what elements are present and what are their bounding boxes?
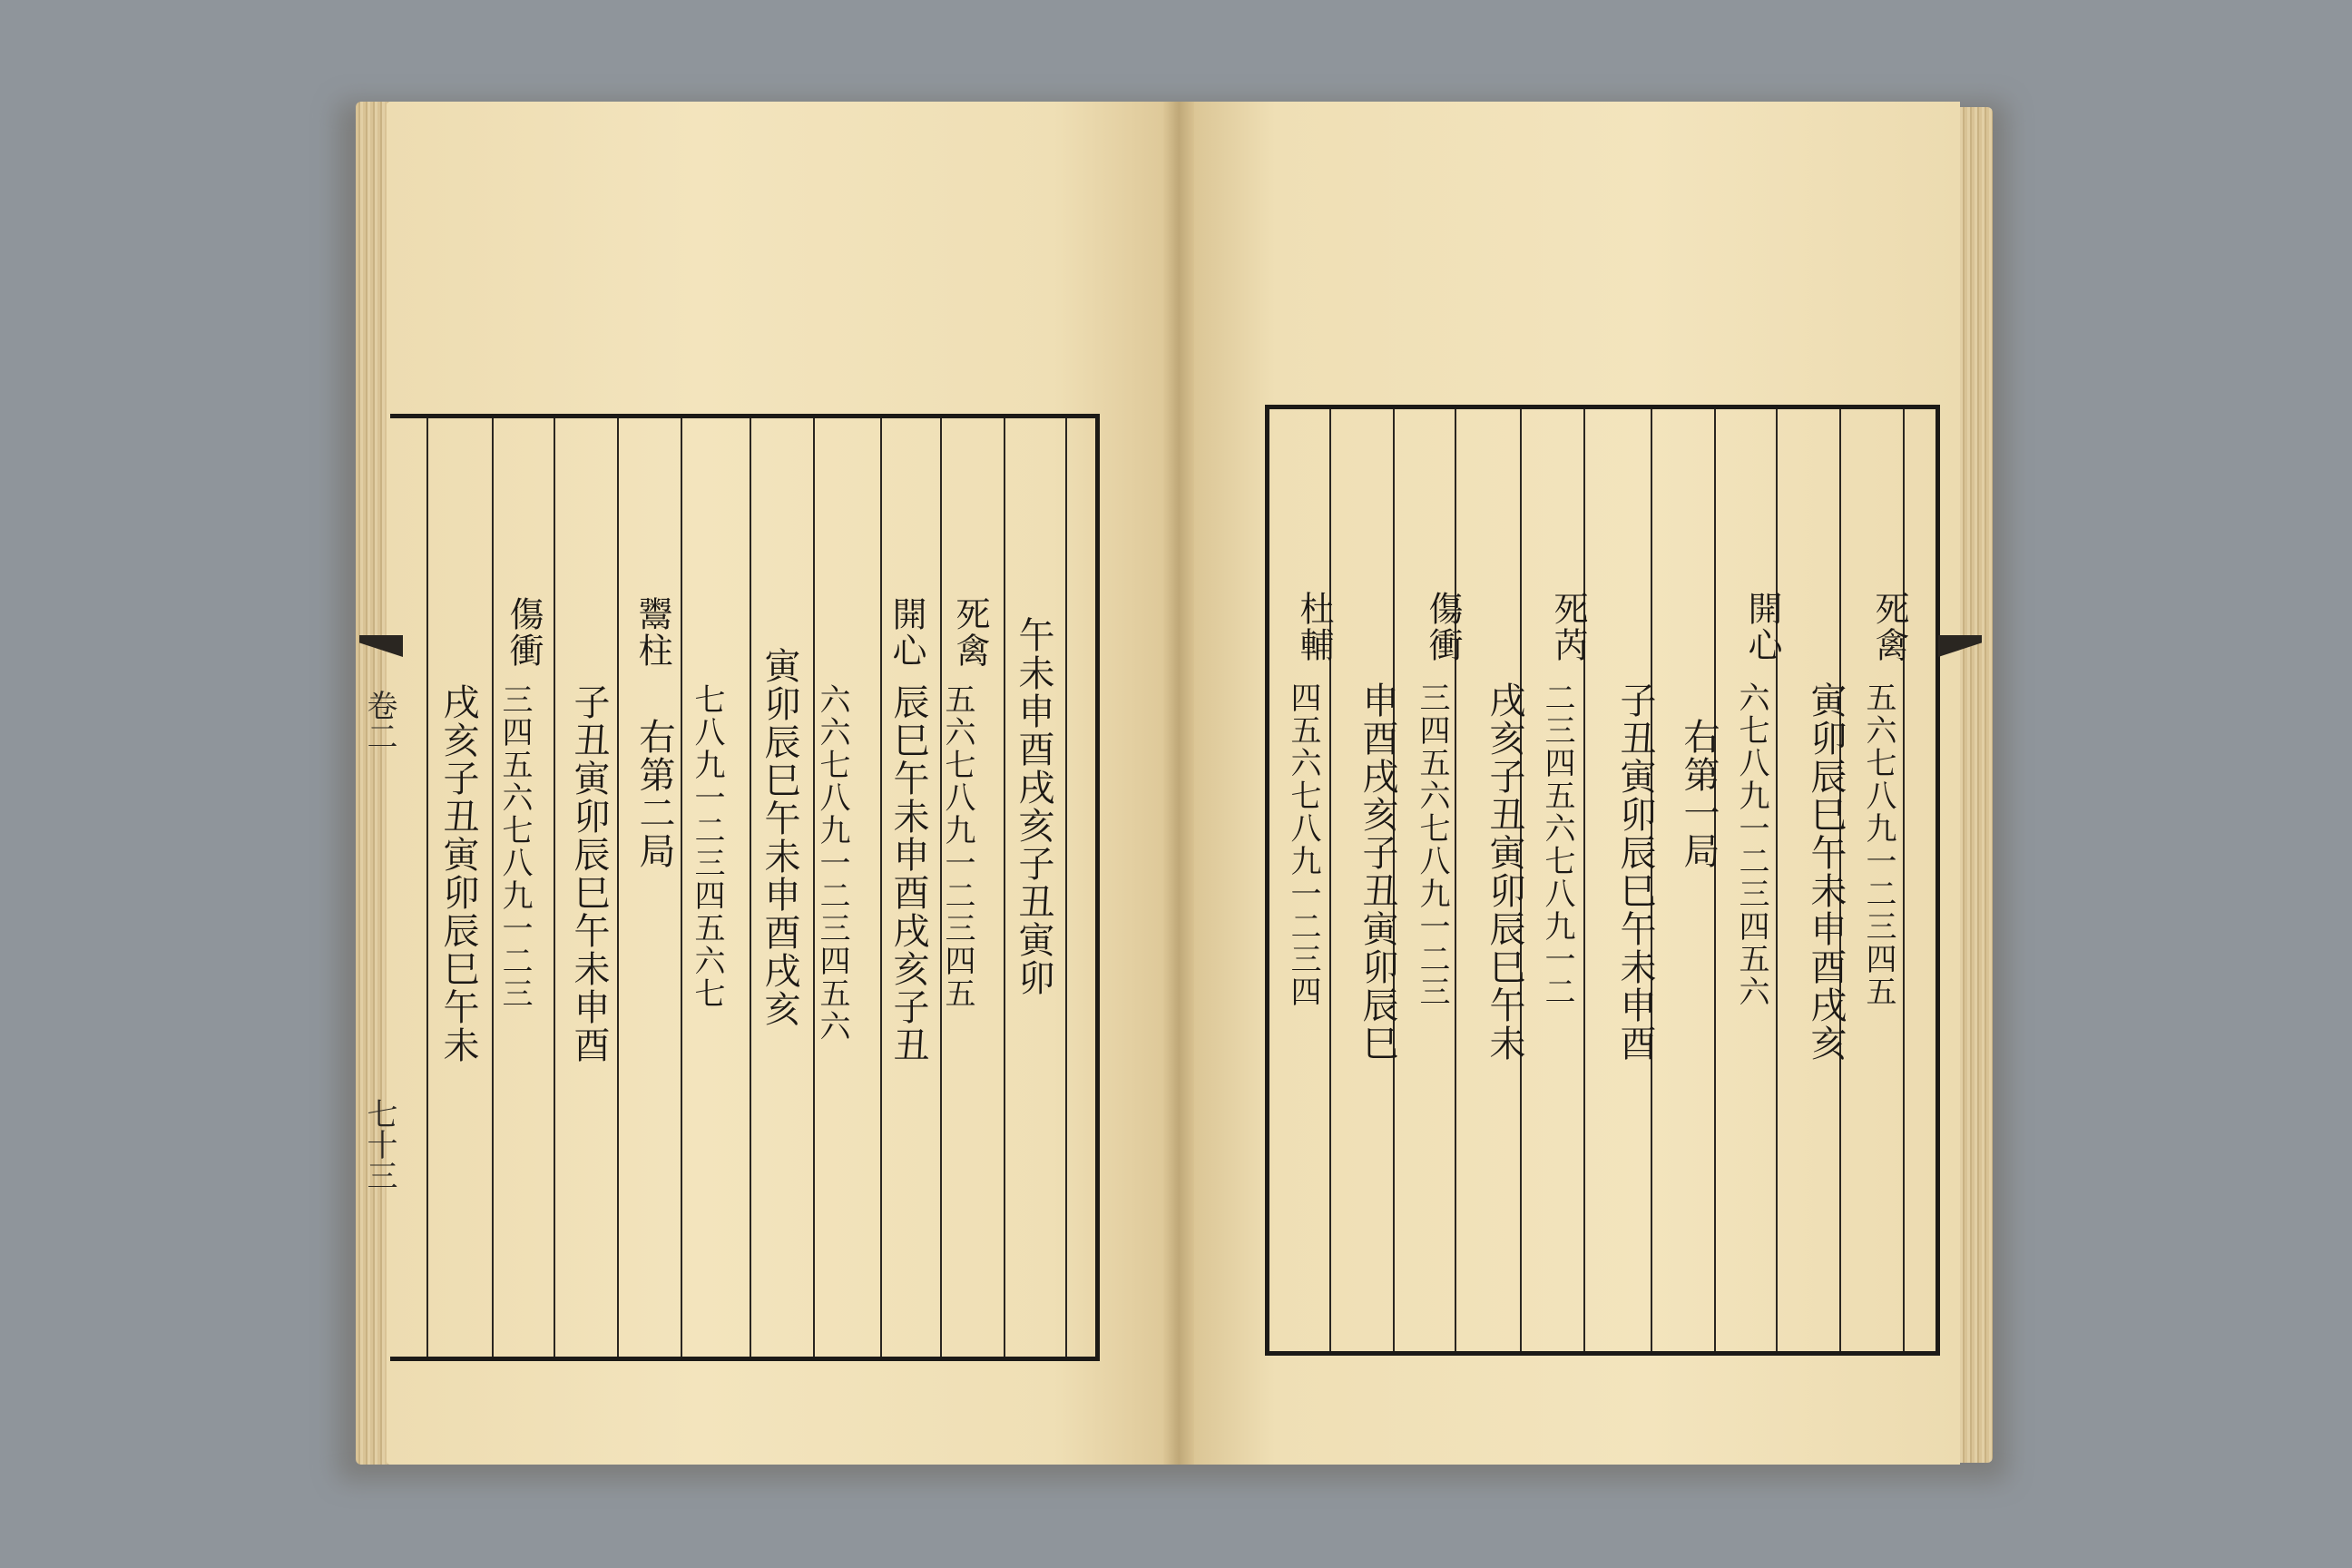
right-row-label: 開心: [1742, 591, 1782, 663]
right-row-branches: 戌亥子丑寅卯辰巳午未: [1484, 681, 1525, 1063]
right-row-label: 死芮: [1548, 591, 1588, 663]
left-row-label: 死禽: [950, 596, 990, 669]
left-header-row: 午未申酉戌亥子丑寅卯: [1013, 616, 1054, 997]
left-row-values: 三四五六七八九一二三: [496, 683, 533, 1010]
left-row-label: 鬻柱: [632, 596, 672, 669]
fold-margin-top: 卷二: [361, 690, 397, 751]
book-gutter: [1163, 102, 1194, 1465]
right-row-values: 四五六七八九一二三四: [1285, 681, 1321, 1008]
right-section-title: 右第一局: [1678, 718, 1720, 870]
left-row-branches: 戌亥子丑寅卯辰巳午未: [437, 683, 479, 1064]
right-row-branches: 子丑寅卯辰巳午未申酉: [1614, 681, 1656, 1063]
right-row-branches: 寅卯辰巳午未申酉戌亥: [1805, 681, 1847, 1063]
left-row-branches: 辰巳午未申酉戌亥子丑: [887, 683, 929, 1064]
fold-margin-bottom: 七十三: [361, 1098, 397, 1191]
right-row-values: 五六七八九一二三四五: [1860, 681, 1896, 1008]
right-row-label: 死禽: [1869, 591, 1909, 663]
right-row-label: 杜輔: [1294, 591, 1334, 663]
left-row-values: 七八九一二三四五六七: [689, 683, 725, 1010]
right-page-frame: [1265, 405, 1940, 1356]
left-row-label: 開心: [887, 596, 926, 669]
left-row-label: 傷衝: [504, 596, 544, 669]
left-row-branches: 寅卯辰巳午未申酉戌亥: [759, 647, 800, 1028]
right-row-branches: 申酉戌亥子丑寅卯辰巳: [1357, 681, 1398, 1063]
left-row-branches: 子丑寅卯辰巳午未申酉: [568, 683, 610, 1064]
left-page-frame: [390, 414, 1100, 1361]
right-row-values: 三四五六七八九一二三: [1414, 681, 1450, 1008]
right-row-label: 傷衝: [1423, 591, 1463, 663]
left-section-title: 右第二局: [633, 718, 675, 870]
page-edges-left: [356, 102, 390, 1465]
right-row-values: 二三四五六七八九一二: [1539, 681, 1575, 1008]
right-row-values: 六七八九一二三四五六: [1733, 681, 1769, 1008]
left-row-values: 五六七八九一二三四五: [939, 683, 975, 1010]
left-row-values: 六六七八九一二三四五六: [814, 683, 850, 1043]
